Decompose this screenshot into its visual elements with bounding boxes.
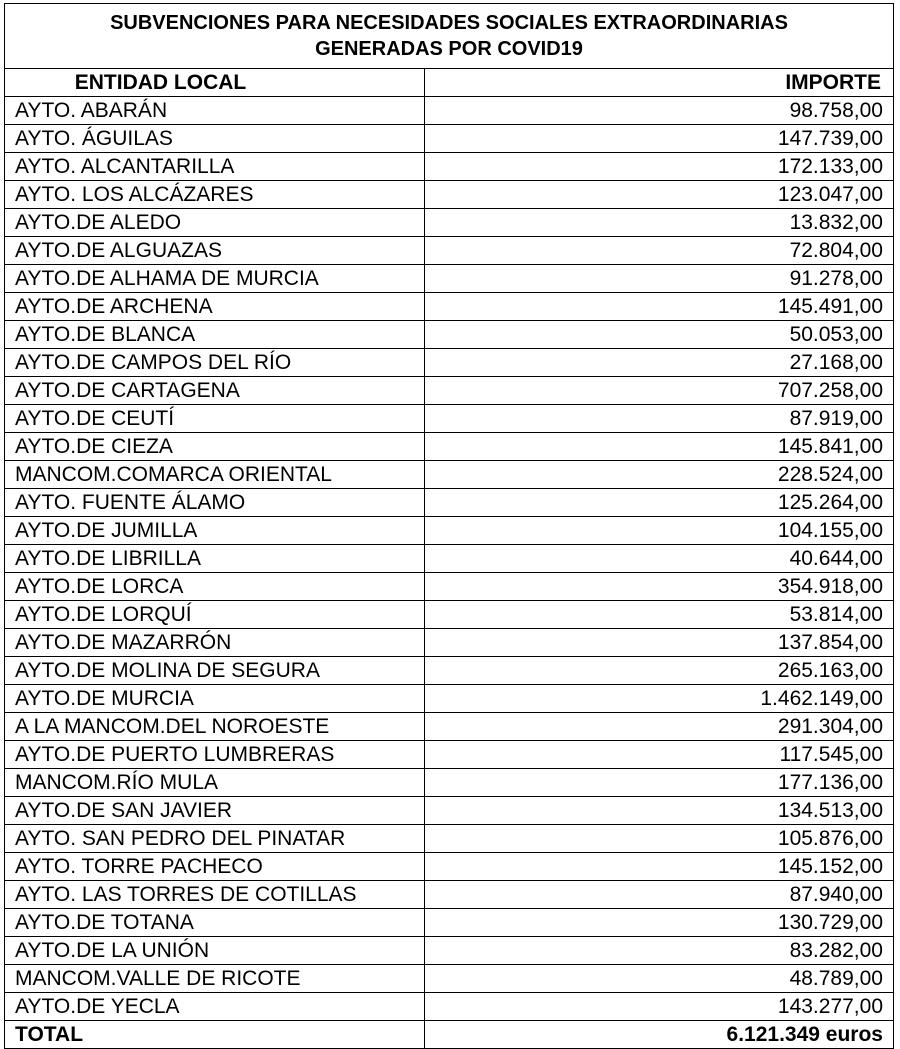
entity-cell: AYTO.DE CARTAGENA: [5, 377, 425, 405]
table-row: [5, 209, 894, 237]
entity-cell: AYTO.DE MOLINA DE SEGURA: [5, 657, 425, 685]
table-row: [5, 461, 894, 489]
amount-cell: 13.832,00: [425, 209, 894, 237]
table-row: [5, 629, 894, 657]
entity-cell: AYTO.DE ALGUAZAS: [5, 237, 425, 265]
entity-cell: AYTO.DE ARCHENA: [5, 293, 425, 321]
entity-cell: AYTO. ÁGUILAS: [5, 125, 425, 153]
entity-cell: AYTO.DE JUMILLA: [5, 517, 425, 545]
table-row: [5, 881, 894, 909]
entity-cell: AYTO. SAN PEDRO DEL PINATAR: [5, 825, 425, 853]
amount-cell: 27.168,00: [425, 349, 894, 377]
entity-cell: AYTO.DE MURCIA: [5, 685, 425, 713]
amount-cell: 87.940,00: [425, 881, 894, 909]
entity-cell: AYTO. ABARÁN: [5, 97, 425, 125]
table-row: [5, 797, 894, 825]
table-row: [5, 769, 894, 797]
table-row: [5, 433, 894, 461]
amount-cell: 83.282,00: [425, 937, 894, 965]
table-row: [5, 853, 894, 881]
entity-cell: AYTO. TORRE PACHECO: [5, 853, 425, 881]
entity-cell: AYTO.DE YECLA: [5, 993, 425, 1021]
table-row: [5, 601, 894, 629]
amount-cell: 105.876,00: [425, 825, 894, 853]
amount-cell: 117.545,00: [425, 741, 894, 769]
table-row: [5, 965, 894, 993]
table-row: [5, 517, 894, 545]
entity-cell: AYTO.DE MAZARRÓN: [5, 629, 425, 657]
entity-cell: AYTO. ALCANTARILLA: [5, 153, 425, 181]
amount-cell: 228.524,00: [425, 461, 894, 489]
table-row: [5, 993, 894, 1021]
table-row: [5, 265, 894, 293]
amount-cell: 130.729,00: [425, 909, 894, 937]
amount-column-header: IMPORTE: [425, 69, 894, 97]
table-row: [5, 321, 894, 349]
table-row: [5, 657, 894, 685]
amount-cell: 291.304,00: [425, 713, 894, 741]
amount-cell: 72.804,00: [425, 237, 894, 265]
amount-cell: 707.258,00: [425, 377, 894, 405]
amount-cell: 172.133,00: [425, 153, 894, 181]
amount-cell: 40.644,00: [425, 545, 894, 573]
total-amount: 6.121.349 euros: [425, 1021, 894, 1049]
entity-cell: AYTO.DE LIBRILLA: [5, 545, 425, 573]
amount-cell: 48.789,00: [425, 965, 894, 993]
table-row: [5, 349, 894, 377]
table-row: [5, 825, 894, 853]
entity-cell: AYTO.DE TOTANA: [5, 909, 425, 937]
header-row: [5, 69, 894, 97]
amount-cell: 91.278,00: [425, 265, 894, 293]
amount-cell: 104.155,00: [425, 517, 894, 545]
table-row: [5, 909, 894, 937]
amount-cell: 98.758,00: [425, 97, 894, 125]
entity-cell: AYTO.DE SAN JAVIER: [5, 797, 425, 825]
entity-cell: AYTO.DE LA UNIÓN: [5, 937, 425, 965]
table-row: [5, 237, 894, 265]
entity-cell: AYTO.DE LORQUÍ: [5, 601, 425, 629]
table-row: [5, 741, 894, 769]
amount-cell: 1.462.149,00: [425, 685, 894, 713]
table-row: [5, 377, 894, 405]
amount-cell: 265.163,00: [425, 657, 894, 685]
table-row: [5, 685, 894, 713]
table-row: [5, 489, 894, 517]
entity-cell: AYTO.DE CEUTÍ: [5, 405, 425, 433]
amount-cell: 143.277,00: [425, 993, 894, 1021]
table-row: [5, 573, 894, 601]
amount-cell: 137.854,00: [425, 629, 894, 657]
amount-cell: 50.053,00: [425, 321, 894, 349]
table-row: [5, 181, 894, 209]
table-row: [5, 937, 894, 965]
subsidy-table: [4, 3, 894, 1049]
amount-cell: 177.136,00: [425, 769, 894, 797]
total-row: [5, 1021, 894, 1049]
entity-cell: AYTO. FUENTE ÁLAMO: [5, 489, 425, 517]
table-row: [5, 153, 894, 181]
table-row: [5, 125, 894, 153]
entity-column-header: ENTIDAD LOCAL: [5, 69, 425, 97]
entity-cell: MANCOM.VALLE DE RICOTE: [5, 965, 425, 993]
entity-cell: AYTO.DE PUERTO LUMBRERAS: [5, 741, 425, 769]
table-row: [5, 405, 894, 433]
entity-cell: AYTO. LAS TORRES DE COTILLAS: [5, 881, 425, 909]
amount-cell: 125.264,00: [425, 489, 894, 517]
entity-cell: MANCOM.RÍO MULA: [5, 769, 425, 797]
amount-cell: 147.739,00: [425, 125, 894, 153]
entity-cell: AYTO.DE ALEDO: [5, 209, 425, 237]
amount-cell: 354.918,00: [425, 573, 894, 601]
amount-cell: 145.841,00: [425, 433, 894, 461]
entity-cell: AYTO.DE BLANCA: [5, 321, 425, 349]
entity-cell: AYTO.DE CIEZA: [5, 433, 425, 461]
table-title-line-1: SUBVENCIONES PARA NECESIDADES SOCIALES EXTRAORDINARIAS: [110, 12, 788, 34]
total-label: TOTAL: [5, 1021, 425, 1049]
amount-cell: 134.513,00: [425, 797, 894, 825]
entity-cell: MANCOM.COMARCA ORIENTAL: [5, 461, 425, 489]
table-row: [5, 545, 894, 573]
amount-cell: 87.919,00: [425, 405, 894, 433]
entity-cell: AYTO.DE LORCA: [5, 573, 425, 601]
amount-cell: 123.047,00: [425, 181, 894, 209]
table-title: [5, 4, 894, 69]
table-title-line-2: GENERADAS POR COVID19: [315, 38, 583, 60]
amount-cell: 145.152,00: [425, 853, 894, 881]
table-row: [5, 97, 894, 125]
subsidy-table-document: [4, 3, 894, 1049]
entity-cell: AYTO. LOS ALCÁZARES: [5, 181, 425, 209]
amount-cell: 53.814,00: [425, 601, 894, 629]
entity-cell: A LA MANCOM.DEL NOROESTE: [5, 713, 425, 741]
table-row: [5, 713, 894, 741]
table-row: [5, 293, 894, 321]
title-row: [5, 4, 894, 69]
amount-cell: 145.491,00: [425, 293, 894, 321]
entity-cell: AYTO.DE ALHAMA DE MURCIA: [5, 265, 425, 293]
entity-cell: AYTO.DE CAMPOS DEL RÍO: [5, 349, 425, 377]
